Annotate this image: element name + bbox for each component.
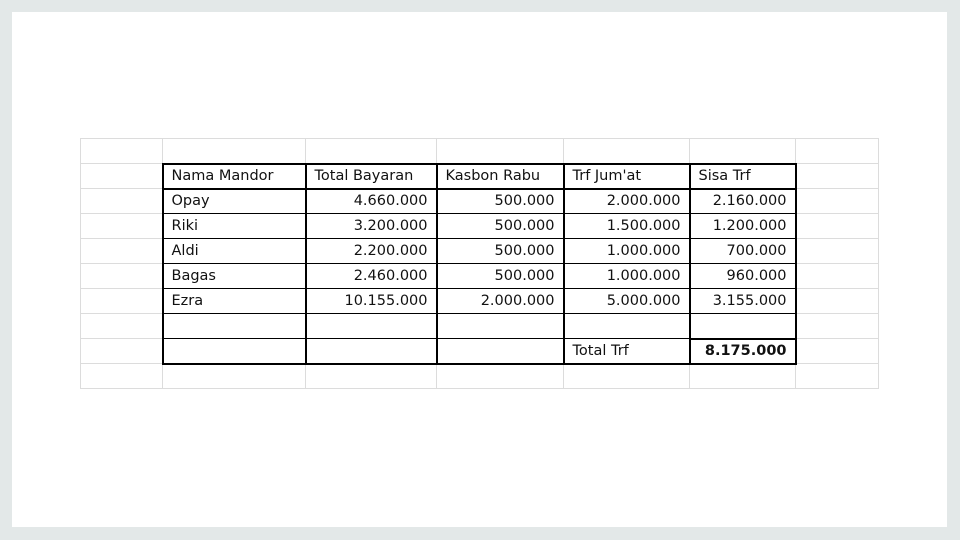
cell-total-bayaran[interactable]: 2.460.000 <box>306 264 437 289</box>
empty-table-cell[interactable] <box>437 339 564 364</box>
table-row <box>81 289 879 314</box>
empty-cell <box>81 189 163 214</box>
header-nama-mandor[interactable]: Nama Mandor <box>163 164 306 189</box>
empty-cell <box>81 339 163 364</box>
header-total-bayaran[interactable]: Total Bayaran <box>306 164 437 189</box>
empty-cell <box>796 239 879 264</box>
empty-cell <box>564 139 690 164</box>
spreadsheet-table <box>80 138 879 389</box>
cell-trf-jumat[interactable]: 5.000.000 <box>564 289 690 314</box>
empty-table-cell[interactable] <box>306 339 437 364</box>
cell-sisa-trf[interactable]: 3.155.000 <box>690 289 796 314</box>
cell-nama[interactable]: Ezra <box>163 289 306 314</box>
empty-cell <box>690 364 796 389</box>
empty-cell <box>796 289 879 314</box>
empty-cell <box>81 239 163 264</box>
empty-table-cell[interactable] <box>163 339 306 364</box>
table-row <box>81 239 879 264</box>
total-value[interactable]: 8.175.000 <box>690 339 796 364</box>
empty-row <box>81 314 879 339</box>
cell-nama[interactable]: Opay <box>163 189 306 214</box>
empty-cell <box>796 264 879 289</box>
empty-table-cell[interactable] <box>306 314 437 339</box>
cell-trf-jumat[interactable]: 1.000.000 <box>564 239 690 264</box>
cell-trf-jumat[interactable]: 1.000.000 <box>564 264 690 289</box>
empty-cell <box>81 289 163 314</box>
empty-cell <box>306 139 437 164</box>
table-row <box>81 189 879 214</box>
cell-nama[interactable]: Riki <box>163 214 306 239</box>
empty-cell <box>796 164 879 189</box>
empty-cell <box>437 139 564 164</box>
header-trf-jumat[interactable]: Trf Jum'at <box>564 164 690 189</box>
empty-cell <box>796 339 879 364</box>
total-label[interactable]: Total Trf <box>564 339 690 364</box>
empty-table-cell[interactable] <box>437 314 564 339</box>
cell-total-bayaran[interactable]: 2.200.000 <box>306 239 437 264</box>
empty-cell <box>796 189 879 214</box>
empty-cell <box>163 364 306 389</box>
cell-total-bayaran[interactable]: 10.155.000 <box>306 289 437 314</box>
empty-row <box>81 139 879 164</box>
empty-table-cell[interactable] <box>690 314 796 339</box>
empty-table-cell[interactable] <box>564 314 690 339</box>
empty-cell <box>81 314 163 339</box>
empty-cell <box>437 364 564 389</box>
empty-cell <box>796 364 879 389</box>
header-sisa-trf[interactable]: Sisa Trf <box>690 164 796 189</box>
cell-nama[interactable]: Aldi <box>163 239 306 264</box>
cell-kasbon-rabu[interactable]: 500.000 <box>437 239 564 264</box>
cell-sisa-trf[interactable]: 1.200.000 <box>690 214 796 239</box>
empty-cell <box>796 314 879 339</box>
header-row <box>81 164 879 189</box>
empty-cell <box>81 364 163 389</box>
empty-cell <box>306 364 437 389</box>
cell-trf-jumat[interactable]: 1.500.000 <box>564 214 690 239</box>
cell-trf-jumat[interactable]: 2.000.000 <box>564 189 690 214</box>
cell-sisa-trf[interactable]: 960.000 <box>690 264 796 289</box>
empty-cell <box>81 164 163 189</box>
empty-cell <box>81 214 163 239</box>
empty-cell <box>796 214 879 239</box>
empty-cell <box>81 264 163 289</box>
empty-table-cell[interactable] <box>163 314 306 339</box>
cell-nama[interactable]: Bagas <box>163 264 306 289</box>
cell-sisa-trf[interactable]: 2.160.000 <box>690 189 796 214</box>
empty-cell <box>163 139 306 164</box>
empty-cell <box>690 139 796 164</box>
cell-sisa-trf[interactable]: 700.000 <box>690 239 796 264</box>
cell-kasbon-rabu[interactable]: 500.000 <box>437 189 564 214</box>
table-row <box>81 264 879 289</box>
empty-cell <box>564 364 690 389</box>
cell-total-bayaran[interactable]: 4.660.000 <box>306 189 437 214</box>
empty-cell <box>796 139 879 164</box>
table-row <box>81 214 879 239</box>
cell-total-bayaran[interactable]: 3.200.000 <box>306 214 437 239</box>
cell-kasbon-rabu[interactable]: 500.000 <box>437 264 564 289</box>
total-row <box>81 339 879 364</box>
header-kasbon-rabu[interactable]: Kasbon Rabu <box>437 164 564 189</box>
cell-kasbon-rabu[interactable]: 500.000 <box>437 214 564 239</box>
cell-kasbon-rabu[interactable]: 2.000.000 <box>437 289 564 314</box>
empty-cell <box>81 139 163 164</box>
empty-row <box>81 364 879 389</box>
